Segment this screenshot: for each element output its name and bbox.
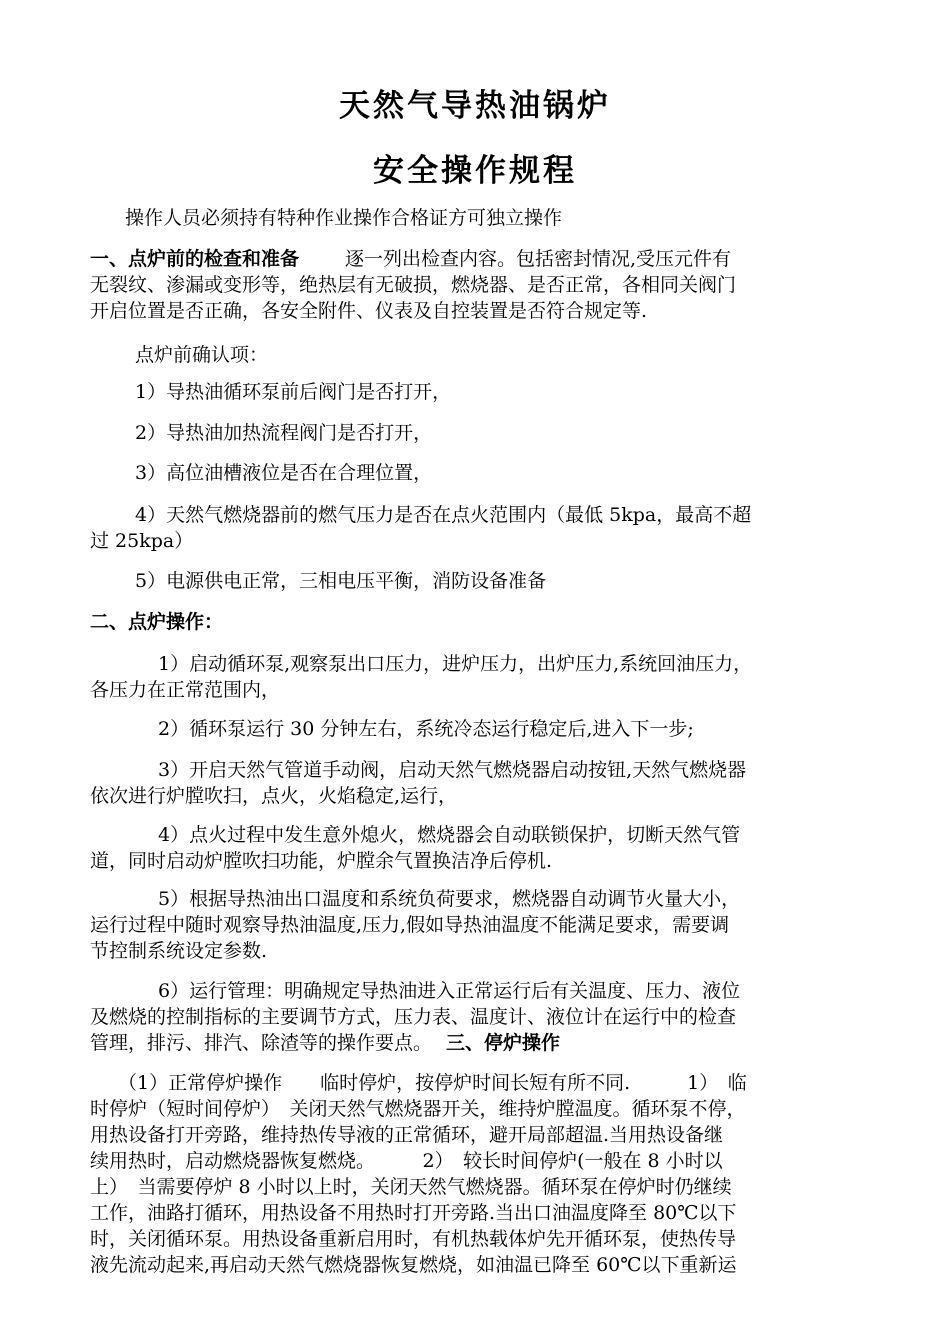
document-title: 天然气导热油锅炉 — [339, 88, 611, 124]
section3-line8: 液先流动起来,再启动天然气燃烧器恢复燃烧，如油温已降至 60℃以下重新运 — [90, 1254, 737, 1276]
step-6: 6）运行管理：明确规定导热油进入正常运行后有关温度、压力、液位 — [158, 980, 741, 1002]
confirm-item-4: 4）天然气燃烧器前的燃气压力是否在点火范围内（最低 5kpa，最高不超 — [135, 504, 752, 526]
section1-text: 逐一列出检查内容。包括密封情况,受压元件有 — [345, 248, 732, 270]
confirm-item-4-cont: 过 25kpa） — [90, 530, 194, 552]
document-subtitle: 安全操作规程 — [373, 153, 577, 189]
step-4-cont: 道，同时启动炉膛吹扫功能，炉膛余气置换洁净后停机. — [90, 850, 553, 872]
section3-line2: 时停炉（短时间停炉） 关闭天然气燃烧器开关，维持炉膛温度。循环泵不停， — [90, 1098, 746, 1120]
section3-line7: 时，关闭循环泵。用热设备重新启用时，有机热载体炉先开循环泵，使热传导 — [90, 1228, 737, 1250]
confirm-item-3: 3）高位油槽液位是否在合理位置， — [135, 462, 433, 484]
step-6-cont-2-text: 管理，排污、排汽、除渣等的操作要点。 — [90, 1032, 433, 1054]
step-5: 5）根据导热油出口温度和系统负荷要求，燃烧器自动调节火量大小， — [158, 888, 741, 910]
section1-line1 — [90, 246, 865, 272]
section1-heading: 一、点炉前的检查和准备 — [90, 248, 300, 270]
step-2: 2）循环泵运行 30 分钟左右，系统冷态运行稳定后,进入下一步; — [158, 718, 694, 740]
step-4: 4）点火过程中发生意外熄火，燃烧器会自动联锁保护，切断天然气管 — [158, 824, 741, 846]
section3-line4: 续用热时，启动燃烧器恢复燃烧。 2） 较长时间停炉(一般在 8 小时以 — [90, 1150, 723, 1172]
section3-line3: 用热设备打开旁路，维持热传导液的正常循环，避开局部超温.当用热设备继 — [90, 1124, 724, 1146]
section3-line5: 上） 当需要停炉 8 小时以上时，关闭天然气燃烧器。循环泵在停炉时仍继续 — [90, 1176, 732, 1198]
section3-line6: 工作，油路打循环，用热设备不用热时打开旁路.当出口油温度降至 80℃以下 — [90, 1202, 737, 1224]
requirement-text: 操作人员必须持有特种作业操作合格证方可独立操作 — [125, 207, 563, 229]
step-6-cont-1: 及燃烧的控制指标的主要调节方式，压力表、温度计、液位计在运行中的检查 — [90, 1006, 737, 1028]
confirm-item-1: 1）导热油循环泵前后阀门是否打开， — [135, 381, 452, 403]
step-5-cont-2: 节控制系统设定参数. — [90, 940, 268, 962]
section2-heading: 二、点炉操作： — [90, 611, 224, 633]
step-5-cont-1: 运行过程中随时观察导热油温度,压力,假如导热油温度不能满足要求，需要调 — [90, 914, 730, 936]
section1-line2: 无裂纹、渗漏或变形等，绝热层有无破损，燃烧器、是否正常，各相同关阀门 — [90, 274, 737, 296]
section3-heading: 三、停炉操作 — [446, 1032, 561, 1054]
confirm-label: 点炉前确认项： — [135, 344, 269, 366]
step-1: 1）启动循环泵,观察泵出口压力，进炉压力，出炉压力,系统回油压力， — [158, 653, 753, 675]
section1-line3: 开启位置是否正确，各安全附件、仪表及自控装置是否符合规定等. — [90, 300, 648, 322]
confirm-item-5: 5）电源供电正常，三相电压平衡，消防设备准备 — [135, 570, 547, 592]
step-3-cont: 依次进行炉膛吹扫，点火，火焰稳定,运行， — [90, 785, 458, 807]
step-1-cont: 各压力在正常范围内， — [90, 679, 281, 701]
step-3: 3）开启天然气管道手动阀，启动天然气燃烧器启动按钮,天然气燃烧器 — [158, 759, 747, 781]
section3-line1: （1）正常停炉操作 临时停炉，按停炉时间长短有所不同. 1） 临 — [118, 1072, 747, 1094]
confirm-item-2: 2）导热油加热流程阀门是否打开， — [135, 422, 433, 444]
step-6-cont-2 — [90, 1030, 865, 1056]
